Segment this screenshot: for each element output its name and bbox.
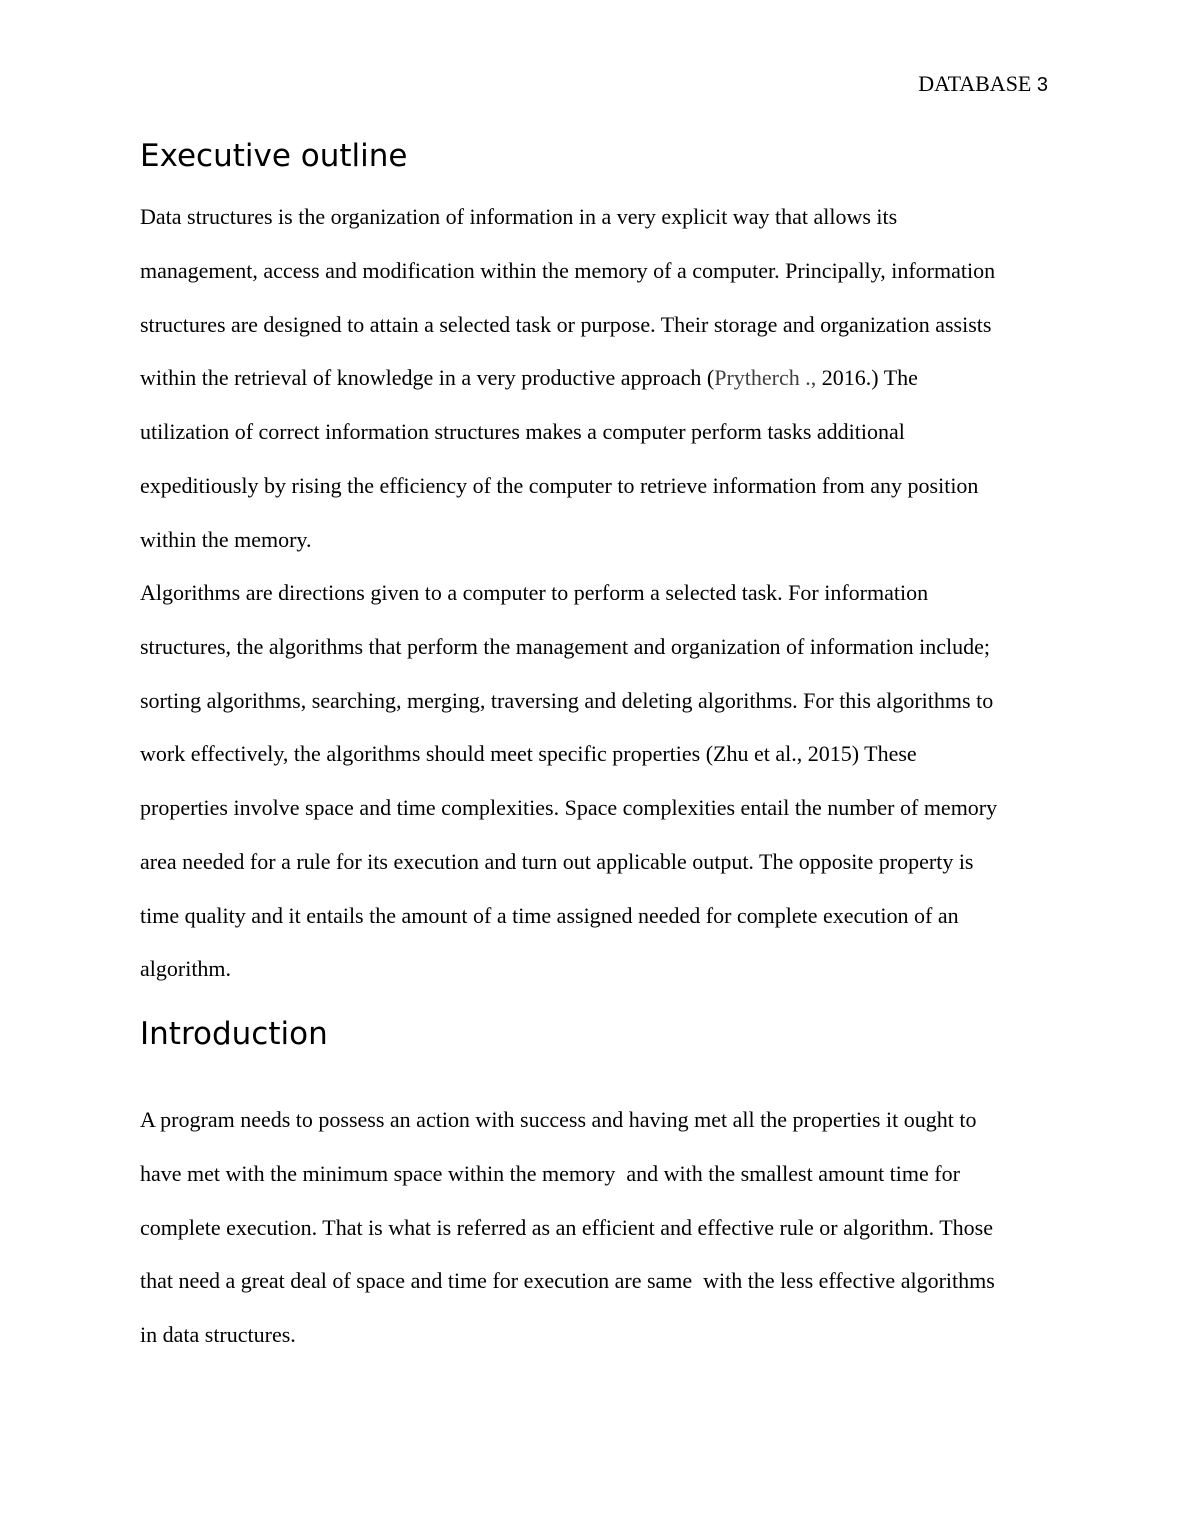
text-line: A program needs to possess an action with success and having met all the properties it ought to [140,1107,977,1132]
executive-outline-heading: Executive outline [140,138,408,174]
text-line: structures are designed to attain a selected task or purpose. Their storage and organization assists [140,311,992,337]
text-line: expeditiously by rising the efficiency of the computer to retrieve information from any position [140,472,979,498]
text-line: properties involve space and time complexities. Space complexities entail the number of memory [140,795,998,820]
introduction-paragraph [140,1093,1060,1362]
text-line: work effectively, the algorithms should meet specific properties (Zhu et al., 2015) These [140,741,917,767]
running-title: DATABASE [918,71,1032,96]
text-line: have met with the minimum space within the memory and with the smallest amount time for [140,1160,960,1186]
text-line: algorithm. [140,956,232,982]
text-line: complete execution. That is what is referred as an efficient and effective rule or algorithm. Those [140,1214,993,1240]
text-line: time quality and it entails the amount of a time assigned needed for complete execution of an [140,902,959,928]
citation-author: Prytherch ., [714,365,817,391]
running-header [918,70,1048,99]
executive-paragraph-1 [140,190,1060,566]
text-line-with-citation [140,351,1060,405]
text-segment: 2016.) The [816,365,918,391]
text-line: utilization of correct information structures makes a computer perform tasks additional [140,419,905,444]
introduction-heading: Introduction [140,1016,328,1052]
text-line: in data structures. [140,1322,296,1347]
text-line: sorting algorithms, searching, merging, traversing and deleting algorithms. For this algorithms to [140,687,994,713]
text-line: structures, the algorithms that perform the management and organization of information include; [140,633,991,659]
text-line: that need a great deal of space and time for execution are same with the less effective algorithms [140,1268,995,1294]
text-segment: within the retrieval of knowledge in a very productive approach ( [140,365,715,391]
text-line: within the memory. [140,526,312,552]
page-number: 3 [1036,74,1048,96]
text-line: Data structures is the organization of information in a very explicit way that allows its [140,204,898,229]
text-line: area needed for a rule for its execution and turn out applicable output. The opposite property is [140,848,974,874]
text-line: management, access and modification within the memory of a computer. Principally, information [140,257,996,283]
executive-paragraph-2 [140,566,1060,996]
text-line: Algorithms are directions given to a computer to perform a selected task. For information [140,580,929,605]
